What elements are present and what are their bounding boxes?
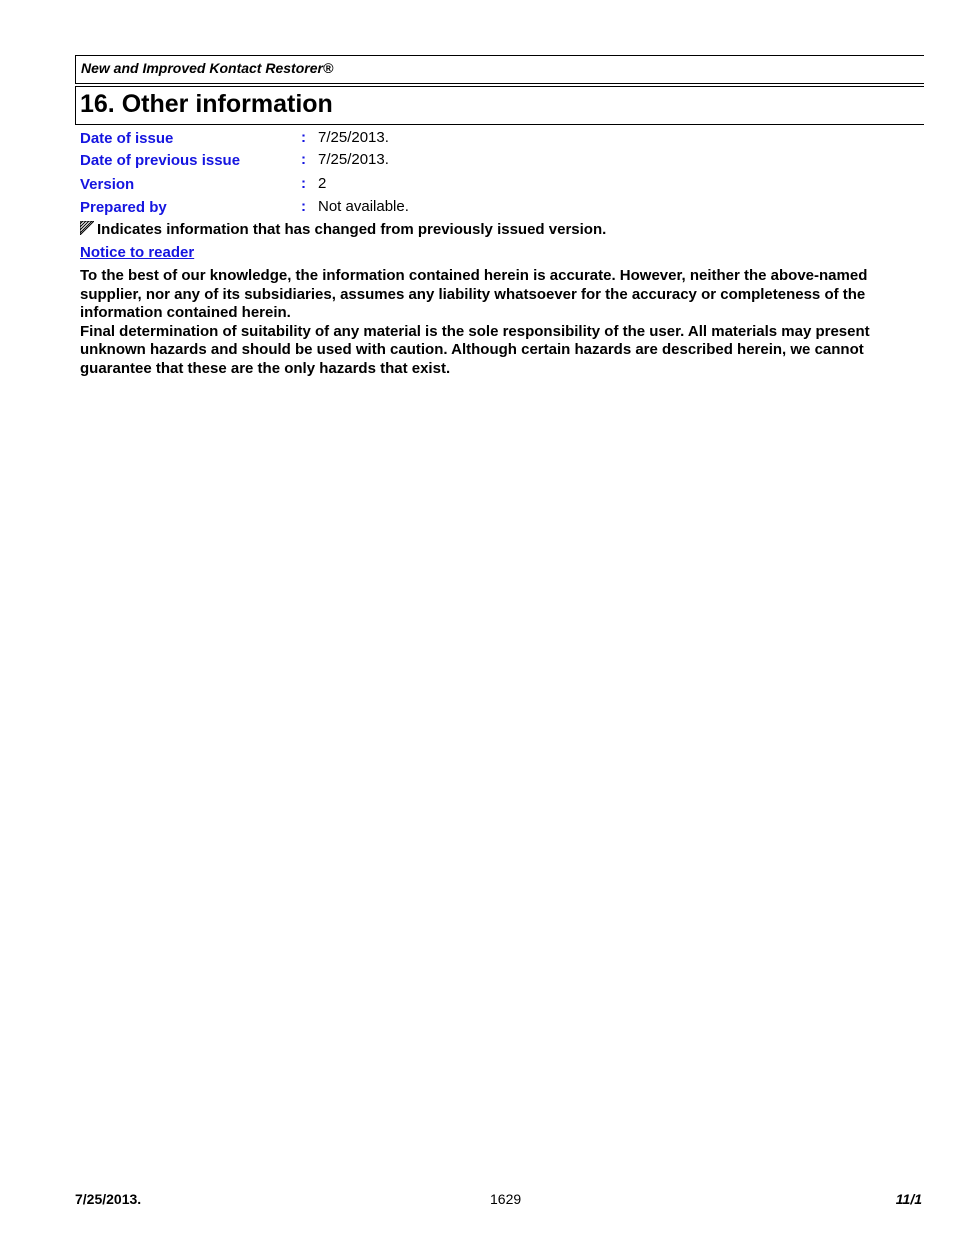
info-value: Not available.: [318, 198, 409, 215]
info-colon: :: [301, 129, 306, 146]
section-header-box: [75, 86, 924, 125]
footer-date: 7/25/2013.: [75, 1191, 142, 1207]
info-value: 7/25/2013.: [318, 129, 389, 146]
footer-page-number: 11/1: [895, 1191, 922, 1207]
info-colon: :: [301, 198, 306, 215]
info-colon: :: [301, 175, 306, 192]
product-name: New and Improved Kontact Restorer®: [81, 60, 334, 76]
info-value: 2: [318, 175, 327, 192]
section-title: 16. Other information: [80, 90, 333, 118]
info-label: Prepared by: [80, 199, 167, 216]
change-note-text: Indicates information that has changed from previously issued version.: [97, 221, 607, 238]
info-value: 7/25/2013.: [318, 151, 389, 168]
notice-text: [80, 267, 910, 379]
notice-paragraph: To the best of our knowledge, the information contained herein is accurate. However, neither the above-named supplier, nor any of its subsidiaries, assumes any liability whatsoever for the accuracy or completeness of the information contained herein.: [80, 267, 868, 322]
notice-to-reader-link[interactable]: Notice to reader: [80, 244, 195, 261]
change-indicator-note: [80, 221, 606, 238]
info-label: Date of issue: [80, 130, 174, 147]
notice-paragraph: Final determination of suitability of any material is the sole responsibility of the user. All materials may present unknown hazards and should be used with caution. Although certain hazards are described herein, we cannot guarantee that these are the only hazards that exist.: [80, 322, 870, 377]
changed-marker-icon: [80, 221, 94, 235]
footer-number: 1629: [490, 1191, 522, 1207]
info-label: Date of previous issue: [80, 152, 241, 169]
product-header-box: [75, 55, 924, 84]
info-colon: :: [301, 151, 306, 168]
info-label: Version: [80, 176, 135, 193]
